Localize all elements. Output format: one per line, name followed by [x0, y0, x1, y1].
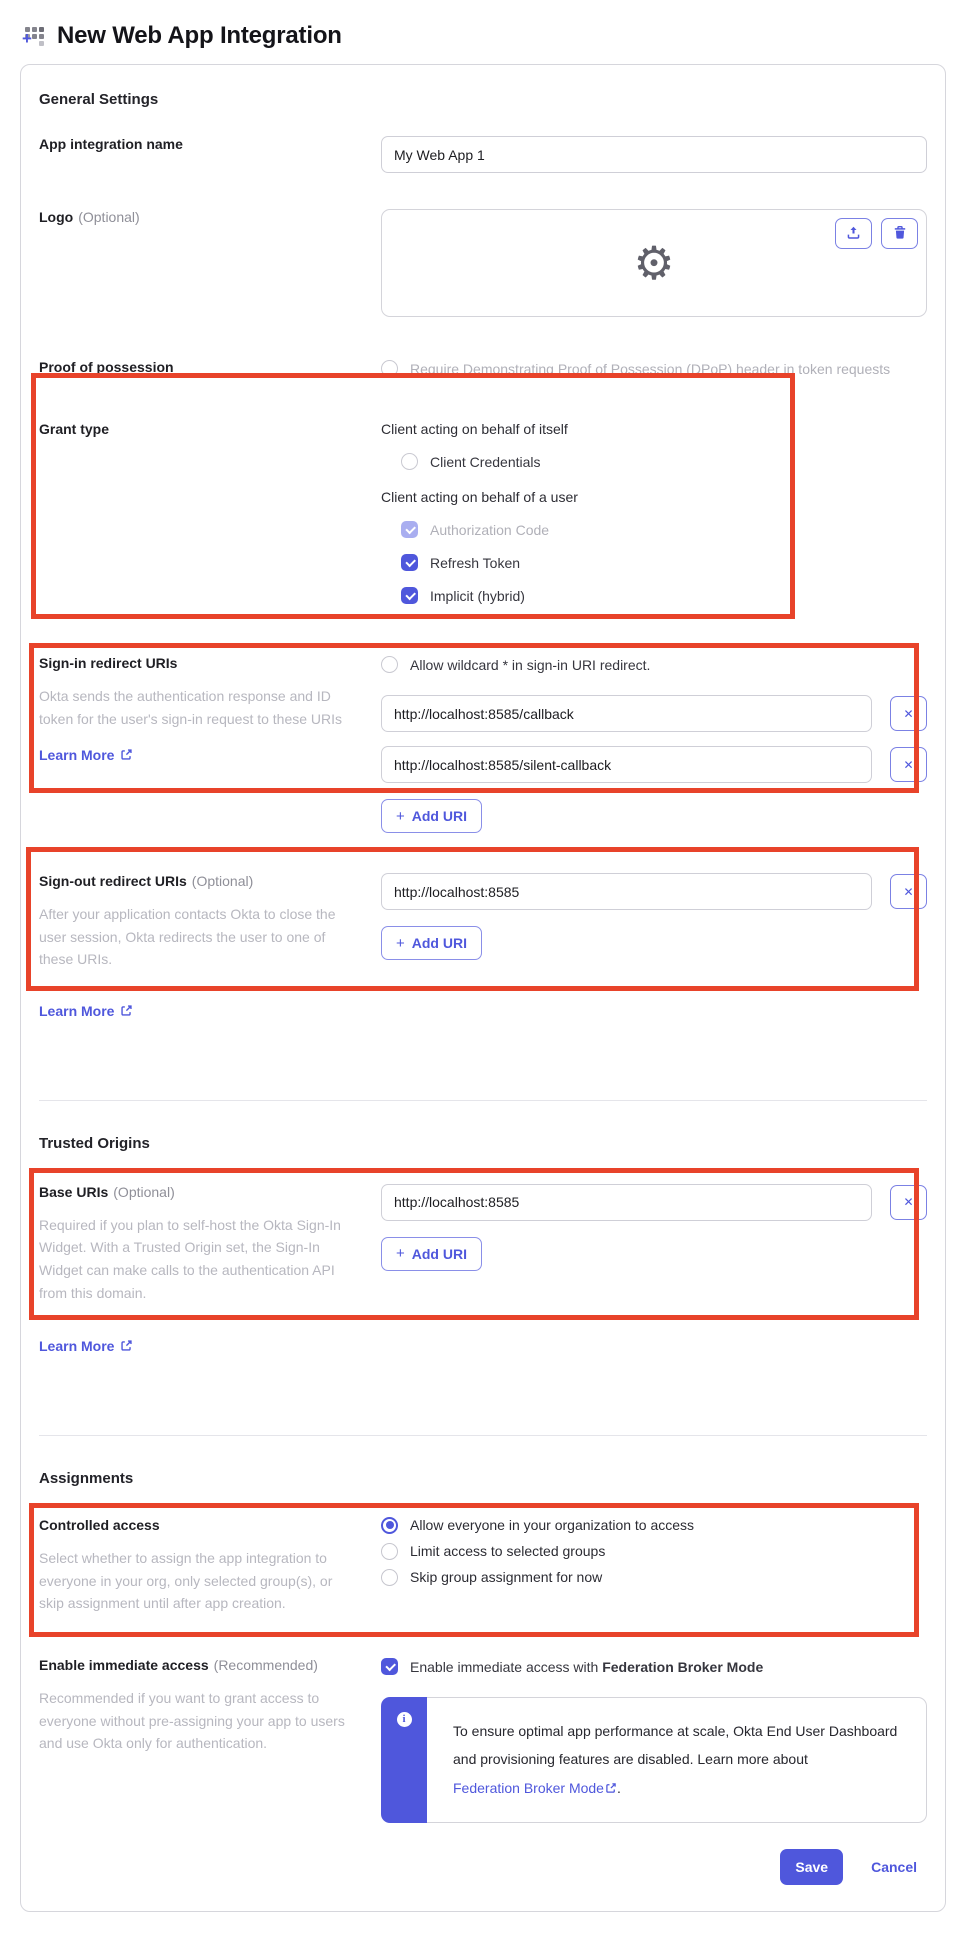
logo-label: Logo	[39, 209, 74, 225]
federation-broker-info-callout	[381, 1697, 927, 1823]
save-button[interactable]: Save	[780, 1849, 843, 1885]
trash-icon	[893, 225, 907, 243]
base-uri-row	[381, 1184, 927, 1221]
logo-optional: (Optional)	[78, 209, 140, 225]
controlled-access-description: Select whether to assign the app integration to everyone in your org, only selected group(s), or skip assignment until after app creation.	[39, 1549, 333, 1612]
logo-row	[39, 209, 927, 317]
grant-self-heading: Client acting on behalf of itself	[381, 420, 568, 437]
signout-add-uri-button[interactable]: + Add URI	[381, 926, 482, 960]
signout-redirect-row	[39, 873, 927, 971]
wildcard-checkbox[interactable]	[381, 656, 398, 673]
signin-redirect-label: Sign-in redirect URIs	[39, 655, 178, 672]
delete-logo-button[interactable]	[881, 218, 918, 249]
page-header	[0, 0, 966, 64]
signout-optional: (Optional)	[191, 873, 254, 890]
federation-broker-mode-link[interactable]: Federation Broker Mode	[453, 1780, 617, 1796]
info-text-suffix: .	[616, 1779, 621, 1796]
remove-signout-uri-1-button[interactable]	[890, 874, 927, 909]
immediate-access-recommended: (Recommended)	[213, 1656, 318, 1673]
signin-uri-row	[381, 695, 927, 732]
authorization-code-label: Authorization Code	[430, 522, 550, 539]
app-name-row	[39, 136, 927, 173]
app-integration-icon	[22, 24, 47, 49]
base-uri-input-1[interactable]	[381, 1184, 872, 1221]
radio-skip-assignment[interactable]	[381, 1569, 398, 1586]
signout-learn-more-link[interactable]: Learn More	[39, 1003, 133, 1020]
signout-redirect-label: Sign-out redirect URIs	[39, 873, 187, 890]
base-uris-row	[39, 1184, 927, 1305]
base-uris-label: Base URIs	[39, 1183, 109, 1200]
implicit-hybrid-checkbox[interactable]	[401, 587, 418, 604]
access-option-skip-assignment[interactable]: Skip group assignment for now	[381, 1569, 927, 1586]
form-footer	[39, 1849, 917, 1885]
implicit-hybrid-row	[401, 586, 927, 608]
controlled-access-row	[39, 1517, 927, 1615]
trusted-origins-heading: Trusted Origins	[39, 1134, 150, 1152]
external-link-icon	[120, 1338, 133, 1355]
immediate-access-description: Recommended if you want to grant access to everyone without pre-assigning your app to users and use Okta only for authentication.	[39, 1689, 345, 1752]
plus-icon: +	[22, 28, 32, 48]
access-option-limit-groups[interactable]: Limit access to selected groups	[381, 1543, 927, 1560]
signin-uri-input-1[interactable]	[381, 695, 872, 732]
app-name-input[interactable]	[381, 136, 927, 173]
close-icon: ✕	[903, 706, 914, 721]
remove-signin-uri-2-button[interactable]	[890, 747, 927, 782]
external-link-icon	[120, 1003, 133, 1020]
authorization-code-row	[401, 520, 927, 542]
proof-label: Proof of possession	[39, 359, 174, 375]
signin-redirect-row	[39, 655, 927, 833]
logo-dropzone[interactable]	[381, 209, 927, 317]
signout-uri-input-1[interactable]	[381, 873, 872, 910]
client-credentials-label[interactable]: Client Credentials	[430, 453, 541, 470]
signin-add-uri-button[interactable]: + Add URI	[381, 799, 482, 833]
info-icon: i	[397, 1712, 412, 1727]
base-add-uri-button[interactable]: + Add URI	[381, 1237, 482, 1271]
client-credentials-checkbox[interactable]	[401, 453, 418, 470]
info-text: To ensure optimal app performance at scale, Okta End User Dashboard and provisioning features are disabled. Learn more about	[453, 1722, 898, 1768]
plus-icon: +	[396, 1245, 405, 1263]
assignments-heading: Assignments	[39, 1469, 134, 1487]
radio-limit-groups[interactable]	[381, 1543, 398, 1560]
dpop-checkbox-row	[381, 359, 927, 381]
signin-uri-input-2[interactable]	[381, 746, 872, 783]
signin-redirect-description: Okta sends the authentication response and ID token for the user's sign-in request to these URIs	[39, 688, 343, 728]
remove-signin-uri-1-button[interactable]	[890, 696, 927, 731]
refresh-token-checkbox[interactable]	[401, 554, 418, 571]
close-icon: ✕	[903, 884, 914, 899]
signin-learn-more-link[interactable]: Learn More	[39, 747, 133, 764]
general-settings-heading: General Settings	[39, 91, 159, 108]
upload-icon	[846, 225, 861, 243]
proof-of-possession-row	[39, 359, 927, 381]
signin-uri-row	[381, 746, 927, 783]
wildcard-checkbox-label[interactable]: Allow wildcard * in sign-in URI redirect.	[410, 657, 651, 674]
refresh-token-label[interactable]: Refresh Token	[430, 555, 521, 572]
authorization-code-checkbox	[401, 521, 418, 538]
base-uris-description: Required if you plan to self-host the Okta Sign-In Widget. With a Trusted Origin set, the Sign-In Widget can make calls to the authentication API from this domain.	[39, 1216, 341, 1301]
immediate-access-row	[39, 1657, 927, 1823]
gear-icon: ⚙	[633, 237, 675, 289]
close-icon: ✕	[903, 1195, 914, 1210]
integration-form-card	[20, 64, 946, 1912]
client-credentials-row	[401, 452, 927, 474]
federation-broker-label-prefix: Enable immediate access with	[410, 1658, 603, 1675]
external-link-icon	[604, 1780, 617, 1796]
immediate-access-label: Enable immediate access	[39, 1656, 209, 1673]
app-name-label: App integration name	[39, 136, 183, 152]
plus-icon: +	[396, 934, 405, 952]
base-uris-optional: (Optional)	[113, 1183, 175, 1200]
close-icon: ✕	[903, 757, 914, 772]
grant-user-heading: Client acting on behalf of a user	[381, 489, 578, 506]
refresh-token-row	[401, 553, 927, 575]
signout-uri-row	[381, 873, 927, 910]
radio-everyone[interactable]	[381, 1517, 398, 1534]
grant-type-label: Grant type	[39, 420, 110, 437]
section-divider	[39, 1100, 927, 1101]
federation-broker-label-emphasis: Federation Broker Mode	[602, 1658, 764, 1675]
federation-broker-checkbox[interactable]	[381, 1658, 398, 1675]
upload-logo-button[interactable]	[835, 218, 872, 249]
remove-base-uri-1-button[interactable]	[890, 1185, 927, 1220]
dpop-checkbox-label: Require Demonstrating Proof of Possession (DPoP) header in token requests	[410, 361, 891, 377]
signout-redirect-description: After your application contacts Okta to close the user session, Okta redirects the user to one of these URIs.	[39, 906, 336, 968]
base-uris-learn-more-link[interactable]: Learn More	[39, 1338, 133, 1355]
grant-type-row	[39, 421, 927, 608]
wildcard-checkbox-row	[381, 655, 927, 677]
implicit-hybrid-label[interactable]: Implicit (hybrid)	[430, 587, 525, 604]
federation-broker-checkbox-row	[381, 1657, 927, 1679]
section-divider	[39, 1435, 927, 1436]
access-option-everyone[interactable]: Allow everyone in your organization to access	[381, 1517, 927, 1534]
external-link-icon	[120, 747, 133, 764]
page-title: New Web App Integration	[57, 22, 342, 49]
plus-icon: +	[396, 807, 405, 825]
cancel-button[interactable]: Cancel	[871, 1858, 917, 1875]
controlled-access-label: Controlled access	[39, 1516, 160, 1533]
dpop-checkbox[interactable]	[381, 360, 398, 377]
